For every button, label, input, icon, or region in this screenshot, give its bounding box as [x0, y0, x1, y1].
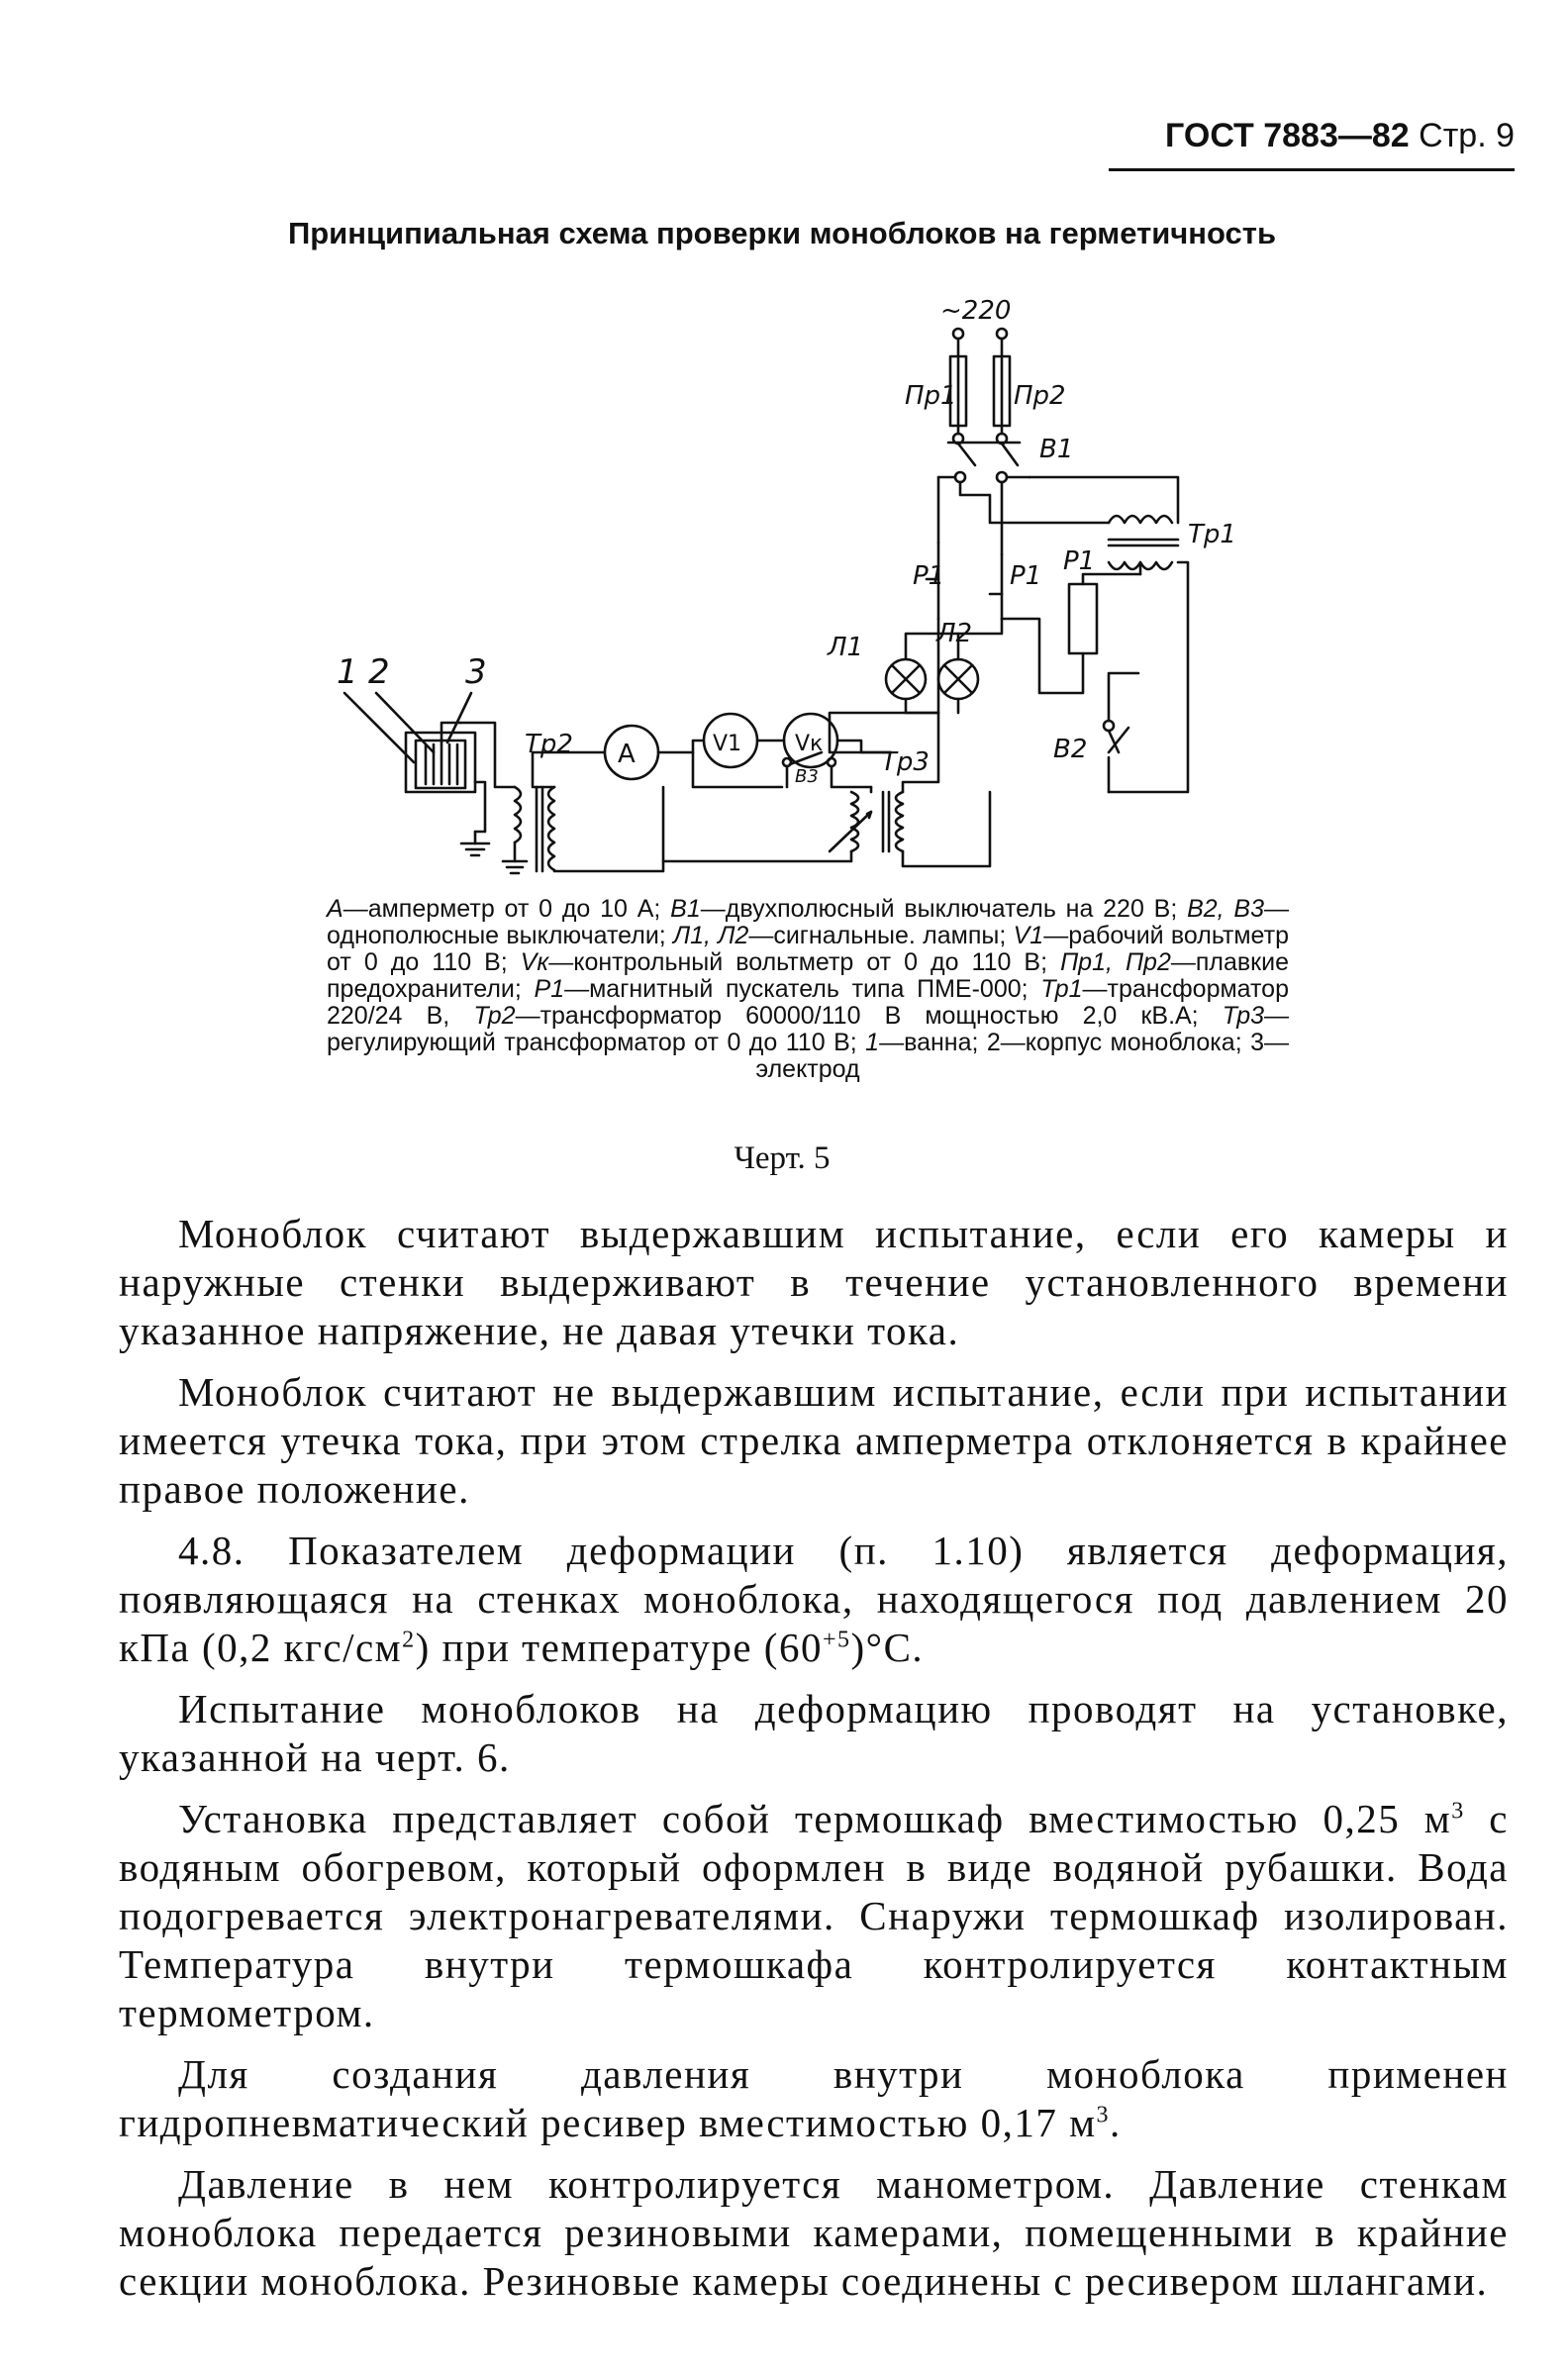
paragraph-7: Давление в нем контролируется манометром. Давление стенкам моноблока передается резиновыми камерами, помещенными в крайние секции моноблока. Резиновые камеры соединены с ресивером шлангами.: [119, 2161, 1509, 2304]
legend-symbol: Л1, Л2: [673, 922, 749, 949]
paragraph-2: Моноблок считают не выдержавшим испытание, если при испытании имеется утечка тока, при этом стрелка амперметра отклоняется в крайнее правое положение.: [119, 1369, 1509, 1512]
legend-symbol: Тр2: [473, 1002, 516, 1030]
legend-symbol: В1: [670, 895, 701, 923]
page-header: [1109, 117, 1515, 155]
legend-text: —контрольный вольтметр от 0 до 110 В;: [548, 948, 1061, 976]
supply-terminals: [953, 329, 1007, 356]
switch-b1-symbol: [938, 443, 1029, 482]
transformer-tr3-symbol: [830, 713, 990, 866]
legend-symbol: V1: [1013, 922, 1044, 949]
figure-legend: [327, 896, 1289, 1083]
body-text: [119, 1210, 1509, 2319]
fuse-pr2-label: Пр2: [1014, 381, 1066, 411]
legend-text: —трансформатор 60000/110 В мощностью 2,0 кВ.А;: [515, 1002, 1223, 1030]
ground-bath-symbol: [461, 832, 489, 855]
voltmeter-v1-label: V1: [713, 732, 742, 756]
legend-text: —ванна; 2—корпус моноблока; 3—электрод: [755, 1029, 1289, 1083]
switch-b1-label: В1: [1039, 435, 1074, 464]
legend-text: —регулирующий трансформатор от 0 до 110 В;: [327, 1002, 1289, 1056]
paragraph-1: Моноблок считают выдержавшим испытание, если его камеры и наружные стенки выдерживают в течение установленного времени указанное напряжение, не давая утечки тока.: [119, 1211, 1509, 1353]
legend-text: —рабочий вольтметр от 0 до 110 В;: [327, 922, 1289, 976]
figure-caption: Черт. 5: [734, 1140, 831, 1176]
legend-text: —однополюсные выключатели;: [327, 895, 1289, 949]
lamp-l1-label: Л1: [828, 633, 864, 662]
circuit-diagram: [327, 287, 1236, 871]
relay-contact-left-label: Р1: [913, 561, 945, 591]
legend-symbol: Пр1, Пр2: [1060, 948, 1171, 976]
switch-b2-symbol: [1104, 673, 1138, 792]
tr1-label: Тр1: [1188, 520, 1236, 549]
relay-coil-symbol: [1002, 574, 1140, 693]
legend-symbol: 1: [865, 1029, 880, 1056]
legend-symbol: В2, В3: [1187, 895, 1264, 923]
page-number: Стр. 9: [1419, 117, 1515, 154]
voltmeter-vk-label: Vк: [795, 732, 824, 756]
relay-contact-right: [990, 482, 1002, 619]
ground-tr2-symbol: [503, 842, 527, 873]
part-1-label: 1: [337, 652, 358, 692]
ammeter-label: A: [618, 740, 636, 769]
legend-symbol: Р1: [534, 975, 565, 1003]
header-rule: [1109, 168, 1515, 171]
part-3-label: 3: [465, 652, 487, 692]
relay-contact-right-label: Р1: [1010, 561, 1042, 591]
standard-number: ГОСТ 7883—82: [1165, 117, 1410, 154]
figure-title: Принципиальная схема проверки моноблоков на герметичность: [287, 216, 1277, 250]
legend-text: —трансформатор 220/24 В,: [327, 975, 1289, 1030]
lamp-l1-symbol: [886, 659, 926, 699]
lamp-l2-label: Л2: [936, 619, 973, 648]
tr2-label: Тр2: [525, 730, 573, 759]
legend-symbol: Vк: [520, 948, 549, 976]
paragraph-3: 4.8. Показателем деформации (п. 1.10) является деформация, появляющаяся на стенках моноблока, находящегося под давлением 20 кПа (0,2 кгс/$см^2$) при температуре $(60^{+5})^\circ С$.: [119, 1528, 1509, 1670]
legend-text: —амперметр от 0 до 10 А;: [343, 895, 671, 923]
legend-text: —двухполюсный выключатель на 220 В;: [700, 895, 1188, 923]
legend-symbol: Тр1: [1040, 975, 1083, 1003]
supply-label: ~220: [940, 296, 1012, 326]
paragraph-6: Для создания давления внутри моноблока применен гидропневматический ресивер вместимостью 0,17 $м^3$.: [119, 2051, 1509, 2145]
legend-symbol: Тр3: [1222, 1002, 1264, 1030]
relay-coil-label: Р1: [1063, 546, 1096, 576]
legend-symbol: А: [327, 895, 343, 923]
paragraph-4: Испытание моноблоков на деформацию проводят на установке, указанной на черт. 6.: [119, 1686, 1509, 1780]
paragraph-5: Установка представляет собой термошкаф вместимостью 0,25 $м^3$ с водяным обогревом, который оформлен в виде водяной рубашки. Вода подогревается электронагревателями. Снаружи термошкаф изолирован. Температура внутри термошкафа контролируется контактным термометром.: [119, 1796, 1510, 2035]
legend-text: —магнитный пускатель типа ПМЕ-000;: [564, 975, 1041, 1003]
switch-b3-label: В3: [795, 766, 819, 787]
fuse-pr1-label: Пр1: [905, 381, 957, 411]
tr3-label: Тр3: [881, 747, 930, 777]
legend-text: —плавкие предохранители;: [327, 948, 1289, 1003]
test-bath-symbol: [406, 723, 485, 832]
switch-b2-label: В2: [1053, 735, 1088, 764]
fuse-pr2-symbol: [994, 356, 1010, 444]
legend-text: —сигнальные. лампы;: [748, 922, 1014, 949]
part-2-label: 2: [368, 652, 390, 692]
